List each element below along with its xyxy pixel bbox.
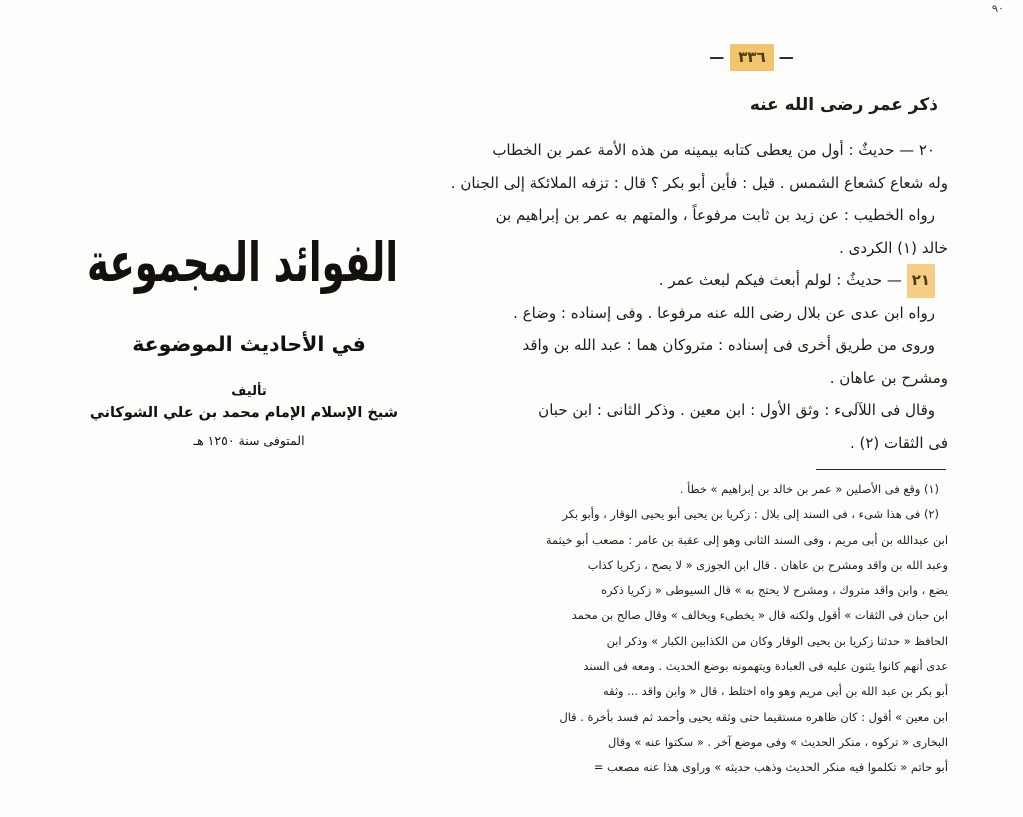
- footnote-line: (١) وقع فى الأصلين « عمر بن خالد بن إبراهيم » خطأ .: [679, 482, 939, 496]
- footnote-line: وعبد الله بن واقد ومشرح بن عاهان . قال ابن الجوزى « لا يصح ، زكريا كذاب: [587, 557, 948, 572]
- footnote-line: أبو بكر بن عبد الله بن أبى مريم وهو واه اختلط ، قال « وابن واقد ... وثقه: [603, 684, 948, 699]
- hadith-20-line-4: خالد (١) الكردى .: [839, 238, 948, 257]
- hadith-20-line-1: ٢٠ — حديثٌ : أول من يعطى كتابه بيمينه من هذه الأمة عمر بن الخطاب: [492, 141, 935, 159]
- hadith-21-line-6: فى الثقات (٢) .: [849, 433, 948, 452]
- footnote-line: الحافظ « حدثنا زكريا بن يحيى الوقار وكان من الكذابين الكبار » وذكر ابن: [606, 633, 948, 648]
- hadith-21-matn: — حديثٌ : لولم أبعث فيكم لبعث عمر .: [658, 271, 907, 289]
- left-title-page: [87, 230, 398, 448]
- footnote-line: ابن عبدالله بن أبى مريم ، وفى السند الثانى وهو إلى عقبة بن عامر : مصعب أبو خيثمة: [545, 532, 948, 547]
- page-number: ٣٣٦: [730, 44, 773, 71]
- footnote-line: عدى أنهم كانوا يثنون عليه فى العبادة ويتهمونه بوضع الحديث . ومعه فى السند: [583, 659, 948, 674]
- footnotes-block: [545, 477, 948, 781]
- footnote-line: أبو حاتم « تكلموا فيه منكر الحديث وذهب حديثه » وراوى هذا عنه مصعب =: [593, 760, 948, 775]
- footnote-line: ابن حبان فى الثقات » أقول ولكنه قال « يخطىء ويخالف » وقال صالح بن محمد: [571, 608, 948, 623]
- book-title-main: الفوائد المجموعة: [87, 231, 398, 294]
- footnote-line: البخارى « تركوه ، منكر الحديث » وفى موضع آخر . « سكتوا عنه » وقال: [608, 734, 948, 749]
- footnote-line: ابن معين » أقول : كان ظاهره مستقيما حتى وثقه يحيى وأحمد ثم فسد بأخرة . قال: [559, 709, 948, 724]
- hadith-21-number: ٢١: [907, 264, 935, 298]
- hadith-20-line-2: وله شعاع كشعاع الشمس . قيل : فأين أبو بكر ؟ قال : تزفه الملائكة إلى الجنان .: [450, 173, 948, 192]
- hadith-21-line-3: وروى من طريق أخرى فى إسناده : متروكان هما : عبد الله بن واقد: [522, 336, 935, 354]
- hadith-21-line-2: رواه ابن عدى عن بلال رضى الله عنه مرفوعا . وفى إسناده : وضاع .: [513, 303, 935, 322]
- author-name: شيخ الإسلام الإمام محمد بن علي الشوكاني: [89, 405, 398, 421]
- hadith-20-line-3: رواه الخطيب : عن زيد بن ثابت مرفوعاً ، والمتهم به عمر بن إبراهيم بن: [495, 206, 935, 224]
- page-number-row: [556, 44, 948, 70]
- byline-label: تأليف: [231, 384, 267, 399]
- hadith-21-line-4: ومشرح بن عاهان .: [829, 368, 948, 387]
- footnote-separator-rule: [816, 469, 946, 470]
- corner-mark: ٩٠: [991, 1, 1005, 16]
- hadith-21-line-5: وقال فى اللآلىء : وثق الأول : ابن معين . وذكر الثانى : ابن حبان: [538, 401, 935, 419]
- author-death-date: المتوفى سنة ١٢٥٠ هـ: [193, 433, 305, 448]
- chapter-heading: ذكر عمر رضى الله عنه: [749, 95, 938, 115]
- right-text-page: [450, 0, 948, 781]
- book-title-sub: في الأحاديث الموضوعة: [132, 332, 366, 356]
- page-number-dash-right: —: [778, 48, 795, 66]
- footnote-line: (٢) فى هذا شىء ، فى السند إلى بلال : زكريا بن يحيى أبو يحيى الوقار ، وأبو بكر: [562, 507, 939, 522]
- hadith-20-block: [450, 134, 948, 264]
- footnote-line: يضع ، وابن واقد متروك ، ومشرح لا يحتج به » قال السيوطى « زكريا ذكره: [601, 583, 948, 598]
- page-number-dash-left: —: [709, 48, 726, 66]
- hadith-21-block: [513, 264, 948, 459]
- hadith-21-line-1: [556, 264, 948, 297]
